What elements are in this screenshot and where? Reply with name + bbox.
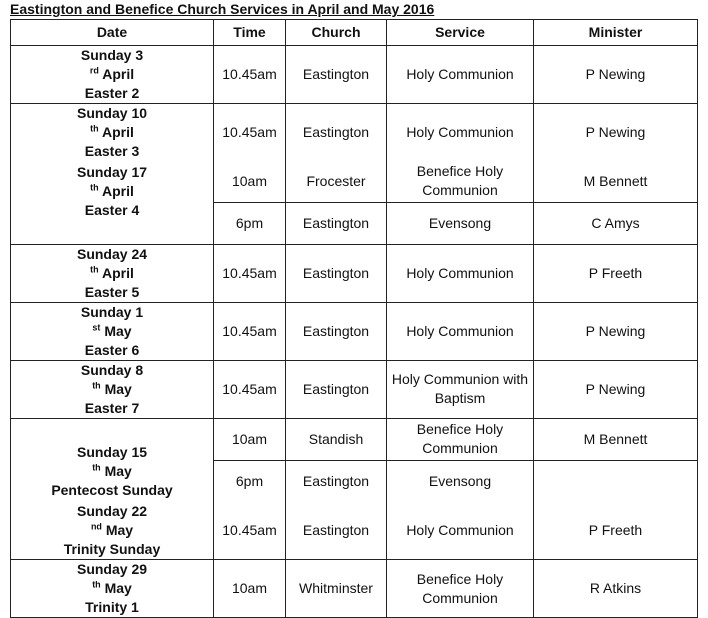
date-cell: Sunday 17 $^{th}$ April Easter 4 bbox=[11, 161, 214, 244]
service-cell: Benefice Holy Communion bbox=[387, 560, 534, 618]
minister-cell: P Newing bbox=[534, 302, 698, 360]
table-row bbox=[11, 46, 698, 104]
table-row bbox=[11, 104, 698, 162]
document-title: Eastington and Benefice Church Services in April and May 2016 bbox=[10, 1, 435, 17]
service-cell: Holy Communion bbox=[387, 302, 534, 360]
minister-cell: P Freeth bbox=[534, 244, 698, 302]
service-cell: Holy Communion with Baptism bbox=[387, 360, 534, 418]
table-row bbox=[11, 302, 698, 360]
time-cell: 10am bbox=[214, 161, 286, 202]
date-cell: Sunday 29 $^{th}$ May Trinity 1 bbox=[11, 560, 214, 618]
date-cell: Sunday 3 $^{rd}$ April Easter 2 bbox=[11, 46, 214, 104]
header-minister: Minister bbox=[534, 20, 698, 46]
minister-cell: M Bennett bbox=[534, 161, 698, 202]
church-cell: Eastington bbox=[286, 104, 387, 162]
services-table bbox=[10, 19, 698, 618]
service-cell: Evensong bbox=[387, 460, 534, 502]
church-cell: Frocester bbox=[286, 161, 387, 202]
time-cell: 10am bbox=[214, 418, 286, 460]
minister-cell: R Atkins bbox=[534, 560, 698, 618]
header-service: Service bbox=[387, 20, 534, 46]
church-cell: Eastington bbox=[286, 46, 387, 104]
service-cell: Benefice Holy Communion bbox=[387, 418, 534, 460]
table-row bbox=[11, 418, 698, 460]
table-row bbox=[11, 360, 698, 418]
date-cell: Sunday 15 $^{th}$ May Pentecost Sunday bbox=[11, 418, 214, 502]
minister-cell: P Newing bbox=[534, 360, 698, 418]
header-date: Date bbox=[11, 20, 214, 46]
service-cell: Holy Communion bbox=[387, 502, 534, 560]
date-cell: Sunday 1 $^{st}$ May Easter 6 bbox=[11, 302, 214, 360]
service-cell: Benefice Holy Communion bbox=[387, 161, 534, 202]
time-cell: 10am bbox=[214, 560, 286, 618]
service-cell: Holy Communion bbox=[387, 244, 534, 302]
date-cell: Sunday 10 $^{th}$ April Easter 3 bbox=[11, 104, 214, 162]
minister-cell: M Bennett bbox=[534, 418, 698, 460]
minister-cell: P Newing bbox=[534, 46, 698, 104]
church-cell: Eastington bbox=[286, 202, 387, 244]
header-time: Time bbox=[214, 20, 286, 46]
table-row bbox=[11, 161, 698, 202]
church-cell: Whitminster bbox=[286, 560, 387, 618]
table-row bbox=[11, 244, 698, 302]
church-cell: Eastington bbox=[286, 244, 387, 302]
date-cell: Sunday 24 $^{th}$ April Easter 5 bbox=[11, 244, 214, 302]
time-cell: 10.45am bbox=[214, 46, 286, 104]
service-cell: Holy Communion bbox=[387, 46, 534, 104]
header-row bbox=[11, 20, 698, 46]
service-cell: Holy Communion bbox=[387, 104, 534, 162]
time-cell: 10.45am bbox=[214, 360, 286, 418]
table-row bbox=[11, 560, 698, 618]
date-cell: Sunday 22 $^{nd}$ May Trinity Sunday bbox=[11, 502, 214, 560]
table-row bbox=[11, 502, 698, 560]
minister-cell bbox=[534, 460, 698, 502]
time-cell: 6pm bbox=[214, 202, 286, 244]
church-cell: Standish bbox=[286, 418, 387, 460]
header-church: Church bbox=[286, 20, 387, 46]
time-cell: 10.45am bbox=[214, 502, 286, 560]
church-cell: Eastington bbox=[286, 460, 387, 502]
time-cell: 10.45am bbox=[214, 244, 286, 302]
minister-cell: P Newing bbox=[534, 104, 698, 162]
time-cell: 10.45am bbox=[214, 104, 286, 162]
date-cell: Sunday 8 $^{th}$ May Easter 7 bbox=[11, 360, 214, 418]
time-cell: 6pm bbox=[214, 460, 286, 502]
church-cell: Eastington bbox=[286, 502, 387, 560]
church-cell: Eastington bbox=[286, 360, 387, 418]
time-cell: 10.45am bbox=[214, 302, 286, 360]
minister-cell: P Freeth bbox=[534, 502, 698, 560]
church-cell: Eastington bbox=[286, 302, 387, 360]
service-cell: Evensong bbox=[387, 202, 534, 244]
minister-cell: C Amys bbox=[534, 202, 698, 244]
